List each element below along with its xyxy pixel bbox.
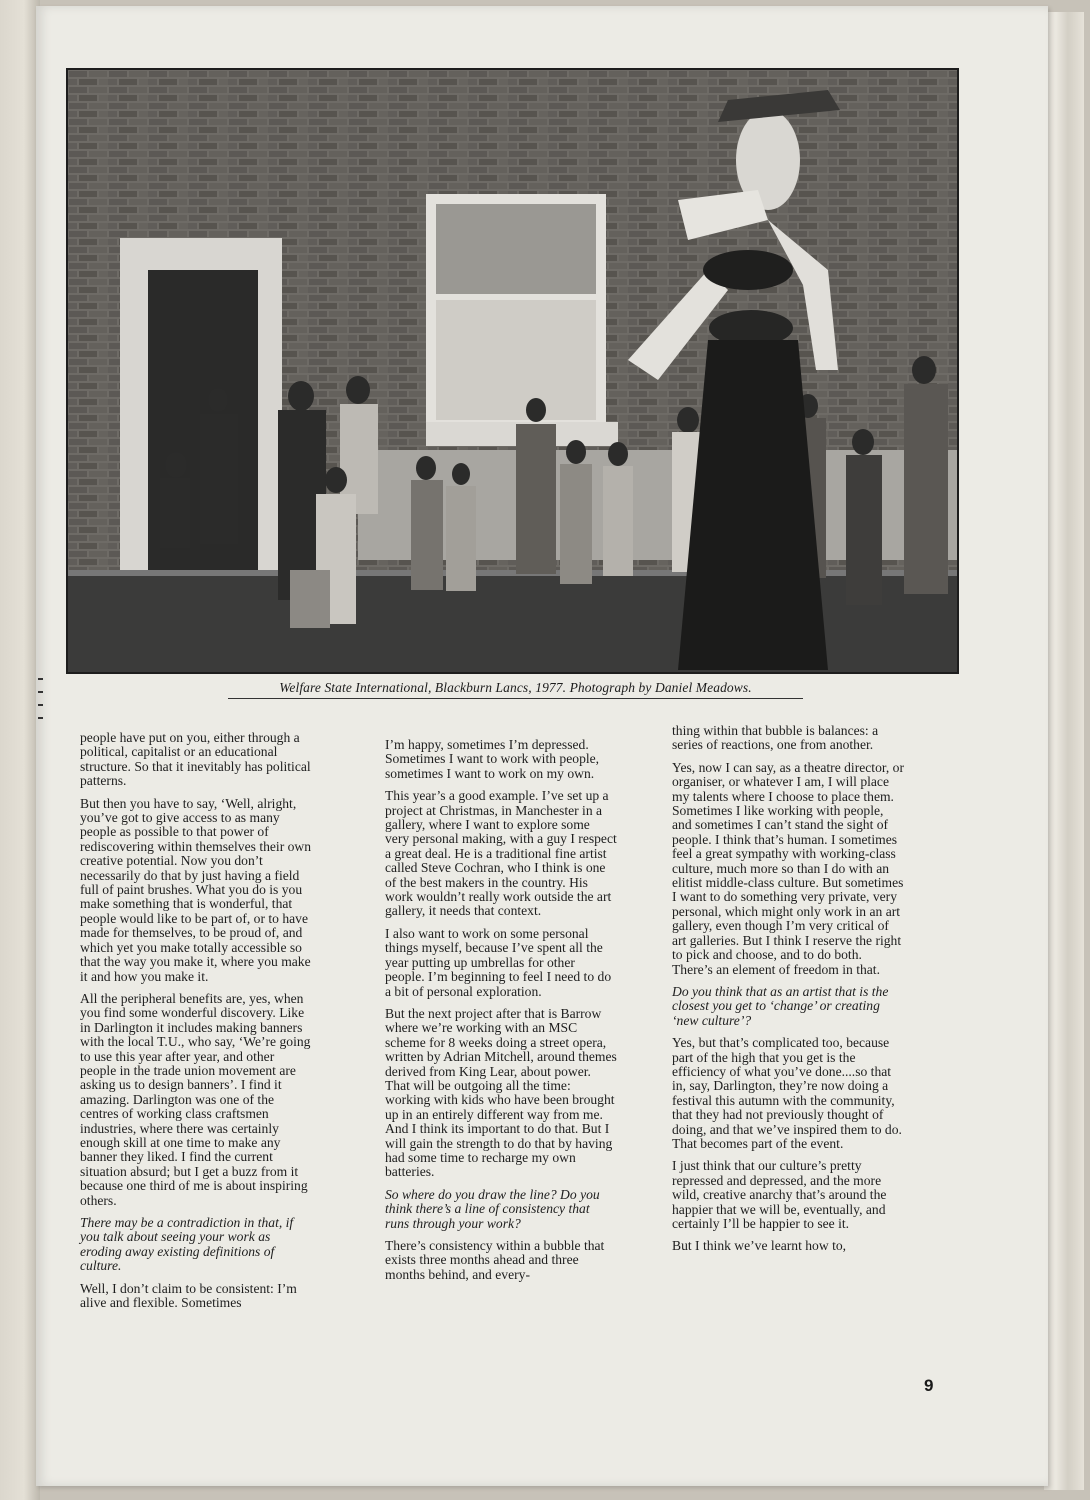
photo-caption: Welfare State International, Blackburn Lancs, 1977. Photograph by Daniel Meadows.	[228, 680, 803, 699]
paragraph: All the peripheral benefits are, yes, when you find some wonderful discovery. Like in Darlington it includes making banners with the local T.U., who say, ‘We’re going to use this year after year, and other people in the trade union movement are asking us to design banners’. I find it amazing. Darlington was one of the centres of working class craftsmen industries, where there was certainly enough skill at one time to make any banner they liked. I find the current situation absurd; but I get a buzz from it because one third of me is about inspiring others.	[80, 990, 311, 1208]
interview-question: Do you think that as an artist that is the closest you get to ‘change’ or creating ‘new culture’?	[672, 983, 889, 1028]
page-stack-edge	[1044, 12, 1084, 1490]
paragraph: This year’s a good example. I’ve set up a project at Christmas, in Manchester in a gallery, where I want to explore some very personal making, with a guy I respect a great deal. He is a traditional fine artist called Steve Cochran, who I think is one of the best makers in the country. His work wouldn’t really work outside the art gallery, it needs that context.	[385, 788, 617, 919]
paragraph: Yes, but that’s complicated too, because part of the high that you get is the efficiency of what you’ve done....so that in, say, Darlington, they’re now doing a festival this autumn with the community, that they had not previously thought of doing, and that we’ve inspired them to do. That becomes part of the event.	[672, 1035, 902, 1151]
paragraph: people have put on you, either through a political, capitalist or an educational structure. So that it inevitably has political patterns.	[80, 730, 311, 789]
interview-question: So where do you draw the line? Do you think there’s a line of consistency that runs through your work?	[385, 1186, 600, 1231]
photograph-icon	[68, 70, 957, 672]
paragraph: thing within that bubble is balances: a series of reactions, one from another.	[672, 723, 879, 753]
photograph	[66, 68, 959, 674]
article-column-1	[80, 731, 312, 1318]
paragraph: But I think we’ve learnt how to,	[672, 1238, 847, 1254]
paragraph: There’s consistency within a bubble that exists three months ahead and three months behind, and every-	[385, 1238, 605, 1282]
paragraph: Well, I don’t claim to be consistent: I’m alive and flexible. Sometimes	[80, 1280, 297, 1311]
paragraph: I just think that our culture’s pretty repressed and depressed, and the more wild, creative anarchy that’s around the happier that we will be, eventually, and certainly I’ll be happier to see it.	[672, 1158, 887, 1231]
paragraph: I’m happy, sometimes I’m depressed. Sometimes I want to work with people, sometimes I want to work on my own.	[385, 737, 600, 781]
paragraph: Yes, now I can say, as a theatre director, or organiser, or whatever I am, I will place my talents where I choose to place them. Sometimes I like working with people, and sometimes I can’t stand the sight of people. I think that’s human. I sometimes feel a great sympathy with working-class culture, much more so than I do with an elitist middle-class culture. But sometimes I want to do something very private, very personal, which might only work in an art gallery, even though I’m very critical of art galleries. But I think I reserve the right to pick and choose, and to do both. There’s an element of freedom in that.	[672, 759, 904, 977]
paragraph: But then you have to say, ‘Well, alright, you’ve got to give access to as many people as possible to that power of rediscovering within themselves their own creative potential. Now you don’t necessarily do that by just having a field full of paint brushes. What you do is you make something that is wonderful, that people would like to be part of, or to have made for themselves, to be proud of, and which yet you make totally accessible so that the way you make it, where you make it and how you make it.	[80, 795, 312, 984]
paragraph: But the next project after that is Barrow where we’re working with an MSC scheme for 8 weeks doing a street opera, written by Adrian Mitchell, around themes derived from King Lear, about power. That will be outgoing all the time: working with kids who have been brought up in an entirely different way from me. And I think its important to do that. But I will gain the strength to do that by having had some time to recharge my own batteries.	[385, 1005, 617, 1180]
facing-page-edge	[0, 0, 40, 1500]
paragraph: I also want to work on some personal things myself, because I’ve spent all the year putting up umbrellas for other people. I’m beginning to feel I need to do a bit of personal exploration.	[385, 925, 612, 999]
article-column-3	[672, 724, 904, 1262]
page-number: 9	[924, 1376, 934, 1395]
article-column-2	[385, 738, 617, 1290]
interview-question: There may be a contradiction in that, if you talk about seeing your work as eroding away existing definitions of culture.	[80, 1215, 294, 1274]
binding-marks	[38, 678, 48, 748]
